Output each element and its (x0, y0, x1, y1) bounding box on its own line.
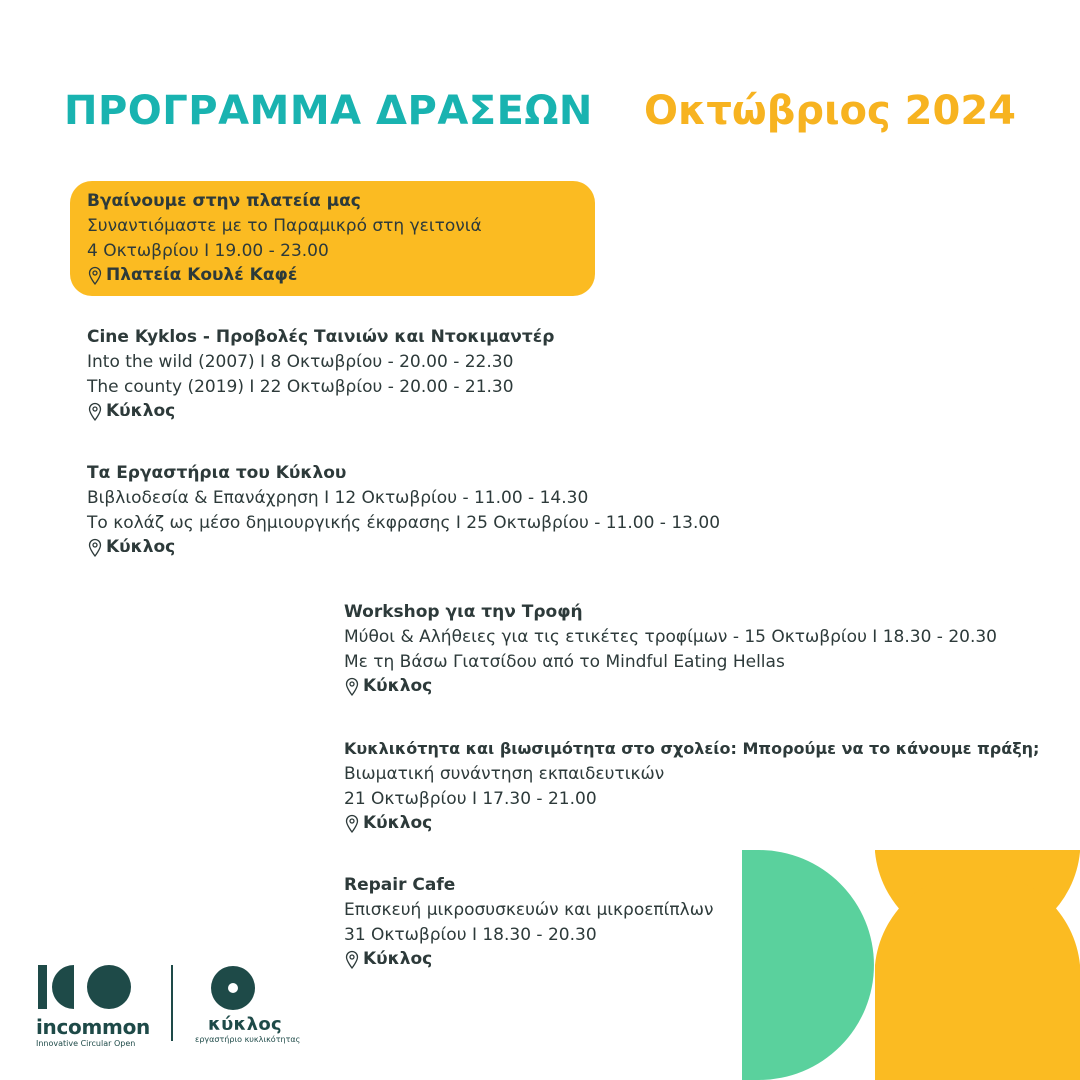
event-location (344, 674, 997, 699)
event-title: Βγαίνουμε στην πλατεία μας (87, 191, 361, 211)
logo-divider (171, 965, 173, 1041)
event-detail: Επισκευή μικροσυσκευών και μικροεπίπλων (344, 899, 714, 920)
incommon-tagline: Innovative Circular Open (36, 1039, 136, 1048)
event-location (344, 811, 1039, 836)
event-title: Workshop για την Τροφή (344, 602, 583, 622)
incommon-wordmark: incommon (36, 1015, 150, 1039)
event-location-label: Κύκλος (363, 949, 433, 970)
event-location-label: Κύκλος (106, 401, 176, 422)
event-title: Κυκλικότητα και βιωσιμότητα στο σχολείο: Μπορούμε να το κάνουμε πράξη; (344, 739, 1040, 758)
event-detail: Βιωματική συνάντηση εκπαιδευτικών (344, 763, 665, 784)
event-title: Τα Εργαστήρια του Κύκλου (87, 463, 347, 483)
event-location-label: Κύκλος (106, 537, 176, 558)
event-block (87, 189, 482, 288)
event-detail: 21 Οκτωβρίου I 17.30 - 21.00 (344, 788, 597, 809)
event-location-label: Κύκλος (363, 813, 433, 834)
event-block (344, 600, 997, 699)
event-detail: Συναντιόμαστε με το Παραμικρό στη γειτονιά (87, 215, 482, 236)
event-location (87, 535, 720, 560)
event-location (87, 399, 554, 424)
location-pin-icon (87, 538, 103, 558)
event-block (344, 873, 713, 972)
event-detail: Μύθοι & Αλήθειες για τις ετικέτες τροφίμων - 15 Οκτωβρίου I 18.30 - 20.30 (344, 626, 997, 647)
location-pin-icon (344, 677, 360, 697)
event-location (87, 263, 482, 288)
event-detail: Βιβλιοδεσία & Επανάχρηση I 12 Οκτωβρίου - 11.00 - 14.30 (87, 487, 589, 508)
event-detail: Into the wild (2007) I 8 Οκτωβρίου - 20.00 - 22.30 (87, 351, 514, 372)
decorative-shapes (742, 850, 1080, 1080)
event-block (344, 737, 1039, 836)
event-location-label: Πλατεία Κουλέ Καφέ (106, 265, 298, 286)
ico-mark-icon (36, 963, 136, 1013)
location-pin-icon (344, 814, 360, 834)
location-pin-icon (344, 950, 360, 970)
event-detail: 31 Οκτωβρίου I 18.30 - 20.30 (344, 924, 597, 945)
kyklos-circle-icon (190, 963, 320, 1015)
location-pin-icon (87, 402, 103, 422)
event-detail: The county (2019) I 22 Οκτωβρίου - 20.00 - 21.30 (87, 376, 514, 397)
month-heading: Οκτώβριος 2024 (643, 88, 1016, 134)
location-pin-icon (87, 266, 103, 286)
event-title: Repair Cafe (344, 875, 456, 895)
kyklos-logo (190, 963, 320, 1044)
event-detail: Με τη Βάσω Γιατσίδου από το Mindful Eating Hellas (344, 651, 785, 672)
event-detail: Το κολάζ ως μέσο δημιουργικής έκφρασης I 25 Οκτωβρίου - 11.00 - 13.00 (87, 512, 721, 533)
event-title: Cine Kyklos - Προβολές Ταινιών και Ντοκιμαντέρ (87, 327, 555, 347)
event-block (87, 325, 554, 424)
kyklos-wordmark: κύκλος (208, 1014, 282, 1035)
event-block (87, 461, 720, 560)
incommon-logo (36, 963, 148, 1048)
event-location-label: Κύκλος (363, 676, 433, 697)
kyklos-tagline: εργαστήριο κυκλικότητας (195, 1035, 301, 1044)
event-location (344, 947, 713, 972)
page-title: ΠΡΟΓΡΑΜΜΑ ΔΡΑΣΕΩΝ (64, 88, 593, 134)
yellow-half-circle-bottom (875, 872, 1080, 1080)
event-detail: 4 Οκτωβρίου I 19.00 - 23.00 (87, 240, 329, 261)
green-half-circle (742, 850, 874, 1080)
